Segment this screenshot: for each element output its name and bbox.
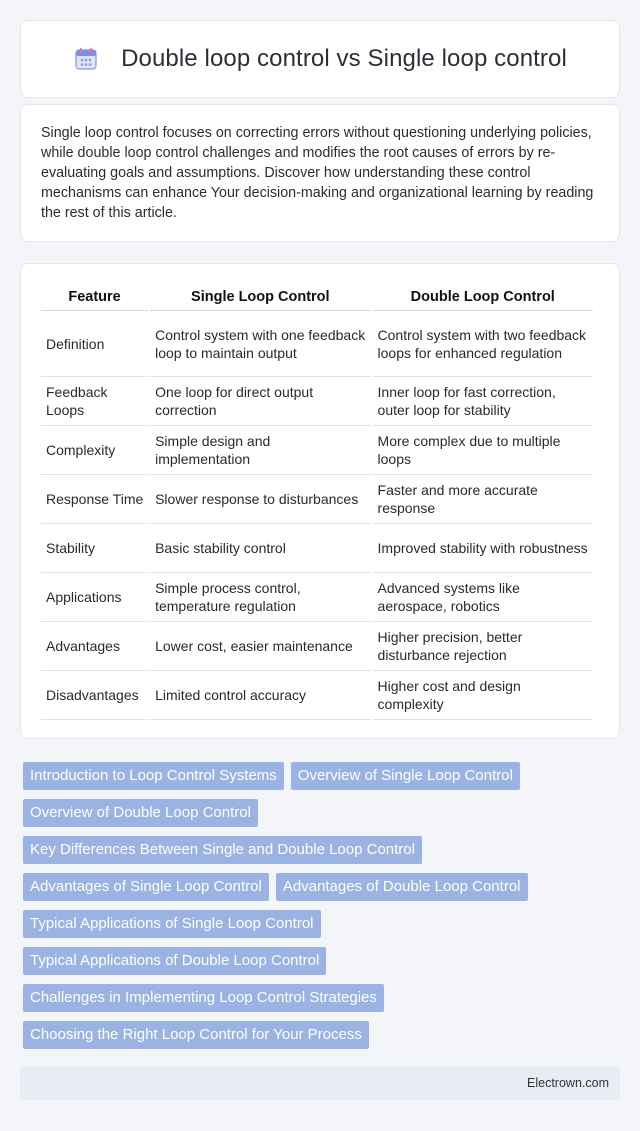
double-loop-cell: Improved stability with robustness (373, 524, 593, 573)
single-loop-cell: Control system with one feedback loop to maintain output (150, 311, 370, 377)
double-loop-cell: Advanced systems like aerospace, robotics (373, 573, 593, 622)
feature-cell: Disadvantages (41, 671, 148, 720)
feature-cell: Applications (41, 573, 148, 622)
double-loop-cell: Inner loop for fast correction, outer loop for stability (373, 377, 593, 426)
double-loop-cell: Higher precision, better disturbance rejection (373, 622, 593, 671)
related-link[interactable]: Key Differences Between Single and Double Loop Control (23, 836, 422, 864)
calendar-icon (73, 46, 99, 72)
comparison-table-card (20, 263, 620, 739)
footer (20, 1066, 620, 1100)
related-link[interactable]: Advantages of Double Loop Control (276, 873, 528, 901)
table-row (41, 426, 593, 475)
related-link[interactable]: Choosing the Right Loop Control for Your Process (23, 1021, 369, 1049)
table-row (41, 573, 593, 622)
header-single-loop: Single Loop Control (150, 286, 370, 311)
single-loop-cell: One loop for direct output correction (150, 377, 370, 426)
comparison-table (39, 286, 595, 720)
feature-cell: Stability (41, 524, 148, 573)
feature-cell: Feedback Loops (41, 377, 148, 426)
double-loop-cell: Control system with two feedback loops for enhanced regulation (373, 311, 593, 377)
double-loop-cell: Higher cost and design complexity (373, 671, 593, 720)
related-links (20, 762, 620, 1058)
related-link[interactable]: Advantages of Single Loop Control (23, 873, 269, 901)
table-row (41, 622, 593, 671)
single-loop-cell: Lower cost, easier maintenance (150, 622, 370, 671)
single-loop-cell: Limited control accuracy (150, 671, 370, 720)
feature-cell: Response Time (41, 475, 148, 524)
related-link[interactable]: Overview of Single Loop Control (291, 762, 520, 790)
related-link[interactable]: Overview of Double Loop Control (23, 799, 258, 827)
double-loop-cell: More complex due to multiple loops (373, 426, 593, 475)
intro-card (20, 104, 620, 242)
single-loop-cell: Basic stability control (150, 524, 370, 573)
single-loop-cell: Simple design and implementation (150, 426, 370, 475)
header-feature: Feature (41, 286, 148, 311)
table-row (41, 671, 593, 720)
related-link[interactable]: Challenges in Implementing Loop Control Strategies (23, 984, 384, 1012)
double-loop-cell: Faster and more accurate response (373, 475, 593, 524)
table-row (41, 311, 593, 377)
table-row (41, 475, 593, 524)
related-link[interactable]: Typical Applications of Double Loop Control (23, 947, 326, 975)
header-card (20, 20, 620, 98)
table-row (41, 524, 593, 573)
single-loop-cell: Slower response to disturbances (150, 475, 370, 524)
footer-site-name[interactable]: Electrown.com (527, 1076, 609, 1090)
table-row (41, 377, 593, 426)
page-title: Double loop control vs Single loop control (121, 45, 567, 72)
table-header-row (41, 286, 593, 311)
intro-text: Single loop control focuses on correcting errors without questioning underlying policies, while double loop control challenges and modifies the root causes of errors by re-evaluating goals and assumptions. Discover how understanding these control mechanisms can enhance Your decision-making and organizational learning by reading the rest of this article. (41, 125, 594, 221)
feature-cell: Definition (41, 311, 148, 377)
feature-cell: Advantages (41, 622, 148, 671)
related-link[interactable]: Typical Applications of Single Loop Control (23, 910, 321, 938)
related-link[interactable]: Introduction to Loop Control Systems (23, 762, 284, 790)
feature-cell: Complexity (41, 426, 148, 475)
single-loop-cell: Simple process control, temperature regulation (150, 573, 370, 622)
header-double-loop: Double Loop Control (373, 286, 593, 311)
